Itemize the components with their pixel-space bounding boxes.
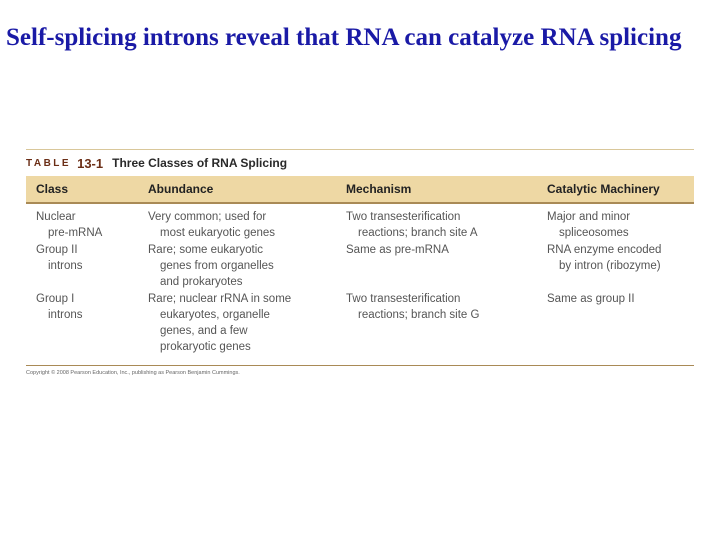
table-row: [26, 242, 694, 291]
cell-line: reactions; branch site A: [358, 227, 478, 239]
column-header-mechanism: Mechanism: [346, 182, 412, 196]
cell-line: and prokaryotes: [160, 276, 243, 288]
table-header-row: [26, 176, 694, 204]
cell-line: Same as pre-mRNA: [346, 244, 449, 256]
slide-title: Self-splicing introns reveal that RNA can catalyze RNA splicing: [6, 24, 682, 51]
cell-line: Group I: [36, 293, 75, 305]
cell-abundance: [148, 209, 275, 241]
cell-catalytic-machinery: [547, 242, 661, 274]
cell-line: RNA enzyme encoded: [547, 244, 662, 256]
cell-line: introns: [48, 309, 83, 321]
cell-line: Very common; used for: [148, 211, 267, 223]
cell-line: reactions; branch site G: [358, 309, 480, 321]
cell-mechanism: [346, 242, 449, 258]
cell-catalytic-machinery: [547, 209, 630, 241]
table-caption-title: Three Classes of RNA Splicing: [112, 156, 288, 170]
table-bottom-rule: [26, 365, 694, 366]
cell-class: [36, 291, 83, 323]
cell-catalytic-machinery: [547, 291, 635, 307]
copyright-notice: Copyright © 2008 Pearson Education, Inc., publishing as Pearson Benjamin Cummings.: [26, 370, 240, 376]
cell-line: by intron (ribozyme): [559, 260, 661, 272]
table-row: [26, 209, 694, 242]
cell-line: genes from organelles: [160, 260, 274, 272]
cell-line: Major and minor: [547, 211, 631, 223]
cell-line: most eukaryotic genes: [160, 227, 276, 239]
cell-line: genes, and a few: [160, 325, 248, 337]
cell-line: Rare; some eukaryotic: [148, 244, 264, 256]
column-header-abundance: Abundance: [148, 182, 214, 196]
cell-line: Nuclear: [36, 211, 76, 223]
cell-line: spliceosomes: [559, 227, 629, 239]
cell-mechanism: [346, 291, 479, 323]
cell-line: Two transesterification: [346, 211, 461, 223]
cell-class: [36, 242, 83, 274]
cell-line: Group II: [36, 244, 78, 256]
cell-class: [36, 209, 102, 241]
table-caption-label: TABLE: [26, 157, 72, 169]
column-header-class: Class: [36, 182, 69, 196]
cell-line: Rare; nuclear rRNA in some: [148, 293, 292, 305]
cell-line: pre-mRNA: [48, 227, 103, 239]
cell-line: eukaryotes, organelle: [160, 309, 270, 321]
column-header-catalytic-machinery: Catalytic Machinery: [547, 182, 660, 196]
cell-mechanism: [346, 209, 478, 241]
table-body: [26, 204, 694, 363]
cell-line: Same as group II: [547, 293, 635, 305]
table-figure: [26, 149, 694, 376]
table-row: [26, 291, 694, 363]
cell-abundance: [148, 291, 291, 355]
table-caption-number: 13-1: [77, 155, 104, 171]
cell-line: Two transesterification: [346, 293, 461, 305]
cell-line: prokaryotic genes: [160, 341, 251, 353]
cell-line: introns: [48, 260, 83, 272]
cell-abundance: [148, 242, 274, 290]
table-caption: [26, 150, 694, 176]
